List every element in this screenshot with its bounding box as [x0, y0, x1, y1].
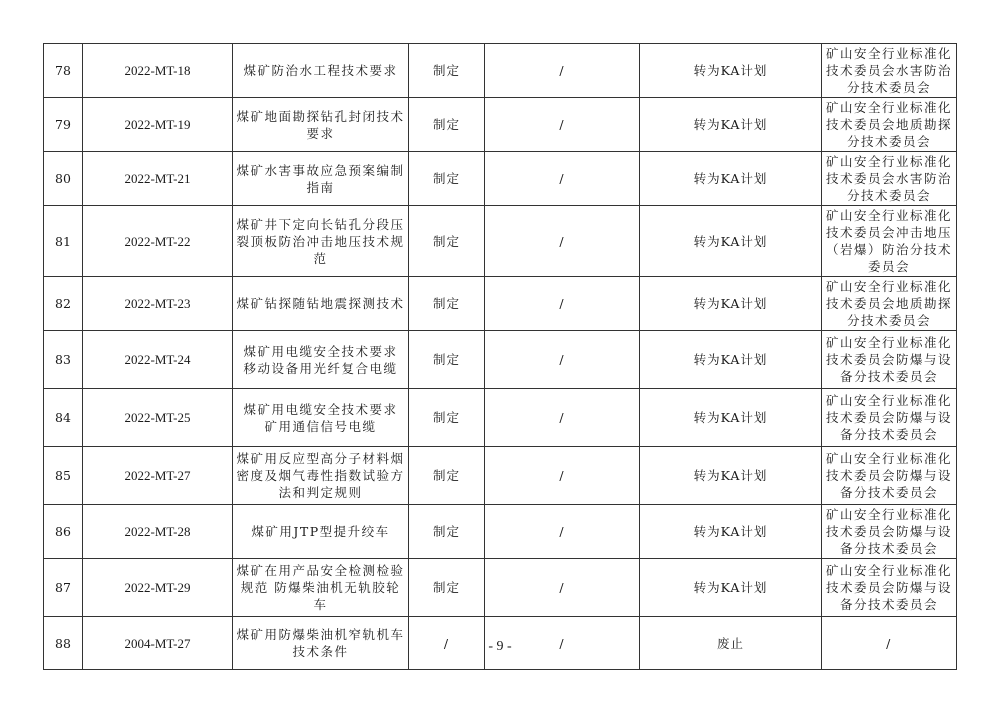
responsible-committee-cell: /	[822, 617, 957, 670]
project-type-cell: 制定	[409, 505, 485, 559]
standard-name-cell: 煤矿用电缆安全技术要求 移动设备用光纤复合电缆	[233, 331, 409, 389]
project-type-cell: 制定	[409, 206, 485, 277]
standard-name-cell: 煤矿用反应型高分子材料烟密度及烟气毒性指数试验方法和判定规则	[233, 447, 409, 505]
table-row	[44, 447, 957, 505]
replaced-standard-cell: /	[485, 331, 640, 389]
status-cell: 转为KA计划	[640, 389, 822, 447]
row-number-cell: 87	[44, 559, 83, 617]
row-number-cell: 83	[44, 331, 83, 389]
standard-name-cell: 煤矿用电缆安全技术要求 矿用通信信号电缆	[233, 389, 409, 447]
standard-code-cell: 2004-MT-27	[83, 617, 233, 670]
table-row	[44, 559, 957, 617]
project-type-cell: 制定	[409, 389, 485, 447]
standard-name-cell: 煤矿防治水工程技术要求	[233, 44, 409, 98]
status-cell: 转为KA计划	[640, 505, 822, 559]
project-type-cell: 制定	[409, 152, 485, 206]
standard-code-cell: 2022-MT-21	[83, 152, 233, 206]
standard-code-cell: 2022-MT-28	[83, 505, 233, 559]
standard-name-cell: 煤矿用防爆柴油机窄轨机车技术条件	[233, 617, 409, 670]
responsible-committee-cell: 矿山安全行业标准化技术委员会地质勘探分技术委员会	[822, 98, 957, 152]
project-type-cell: 制定	[409, 98, 485, 152]
status-cell: 转为KA计划	[640, 447, 822, 505]
standard-code-cell: 2022-MT-19	[83, 98, 233, 152]
replaced-standard-cell: /	[485, 152, 640, 206]
row-number-cell: 80	[44, 152, 83, 206]
table-row	[44, 277, 957, 331]
row-number-cell: 85	[44, 447, 83, 505]
responsible-committee-cell: 矿山安全行业标准化技术委员会水害防治分技术委员会	[822, 152, 957, 206]
standard-code-cell: 2022-MT-25	[83, 389, 233, 447]
replaced-standard-cell: /	[485, 277, 640, 331]
table-row	[44, 206, 957, 277]
status-cell: 转为KA计划	[640, 206, 822, 277]
table-body	[44, 44, 957, 670]
status-cell: 转为KA计划	[640, 559, 822, 617]
standard-name-cell: 煤矿井下定向长钻孔分段压裂顶板防治冲击地压技术规范	[233, 206, 409, 277]
table-row	[44, 152, 957, 206]
responsible-committee-cell: 矿山安全行业标准化技术委员会防爆与设备分技术委员会	[822, 331, 957, 389]
standard-code-cell: 2022-MT-22	[83, 206, 233, 277]
standard-name-cell: 煤矿钻探随钻地震探测技术	[233, 277, 409, 331]
replaced-standard-cell: /	[485, 447, 640, 505]
row-number-cell: 81	[44, 206, 83, 277]
status-cell: 转为KA计划	[640, 98, 822, 152]
status-cell: 转为KA计划	[640, 277, 822, 331]
standard-name-cell: 煤矿用JTP型提升绞车	[233, 505, 409, 559]
responsible-committee-cell: 矿山安全行业标准化技术委员会防爆与设备分技术委员会	[822, 505, 957, 559]
status-cell: 转为KA计划	[640, 331, 822, 389]
standard-code-cell: 2022-MT-24	[83, 331, 233, 389]
standard-code-cell: 2022-MT-18	[83, 44, 233, 98]
replaced-standard-cell: /	[485, 206, 640, 277]
standard-code-cell: 2022-MT-29	[83, 559, 233, 617]
row-number-cell: 84	[44, 389, 83, 447]
table-row	[44, 98, 957, 152]
row-number-cell: 82	[44, 277, 83, 331]
standards-table	[43, 43, 957, 670]
table-row	[44, 505, 957, 559]
replaced-standard-cell: /	[485, 389, 640, 447]
replaced-standard-cell: /	[485, 98, 640, 152]
replaced-standard-cell: /	[485, 44, 640, 98]
standard-code-cell: 2022-MT-27	[83, 447, 233, 505]
responsible-committee-cell: 矿山安全行业标准化技术委员会防爆与设备分技术委员会	[822, 447, 957, 505]
responsible-committee-cell: 矿山安全行业标准化技术委员会防爆与设备分技术委员会	[822, 389, 957, 447]
table-row	[44, 389, 957, 447]
table-row	[44, 331, 957, 389]
project-type-cell: 制定	[409, 331, 485, 389]
status-cell: 废止	[640, 617, 822, 670]
replaced-standard-cell: /	[485, 559, 640, 617]
project-type-cell: 制定	[409, 277, 485, 331]
standard-name-cell: 煤矿水害事故应急预案编制指南	[233, 152, 409, 206]
responsible-committee-cell: 矿山安全行业标准化技术委员会水害防治分技术委员会	[822, 44, 957, 98]
standard-name-cell: 煤矿地面勘探钻孔封闭技术要求	[233, 98, 409, 152]
page-number: - 9 -	[488, 639, 512, 654]
project-type-cell: 制定	[409, 44, 485, 98]
row-number-cell: 86	[44, 505, 83, 559]
responsible-committee-cell: 矿山安全行业标准化技术委员会冲击地压（岩爆）防治分技术委员会	[822, 206, 957, 277]
row-number-cell: 79	[44, 98, 83, 152]
table-row	[44, 44, 957, 98]
standard-code-cell: 2022-MT-23	[83, 277, 233, 331]
replaced-standard-cell: /	[485, 505, 640, 559]
responsible-committee-cell: 矿山安全行业标准化技术委员会地质勘探分技术委员会	[822, 277, 957, 331]
project-type-cell: /	[409, 617, 485, 670]
project-type-cell: 制定	[409, 559, 485, 617]
row-number-cell: 88	[44, 617, 83, 670]
status-cell: 转为KA计划	[640, 44, 822, 98]
replaced-standard-cell: /	[485, 617, 640, 670]
project-type-cell: 制定	[409, 447, 485, 505]
status-cell: 转为KA计划	[640, 152, 822, 206]
responsible-committee-cell: 矿山安全行业标准化技术委员会防爆与设备分技术委员会	[822, 559, 957, 617]
standard-name-cell: 煤矿在用产品安全检测检验规范 防爆柴油机无轨胶轮车	[233, 559, 409, 617]
row-number-cell: 78	[44, 44, 83, 98]
